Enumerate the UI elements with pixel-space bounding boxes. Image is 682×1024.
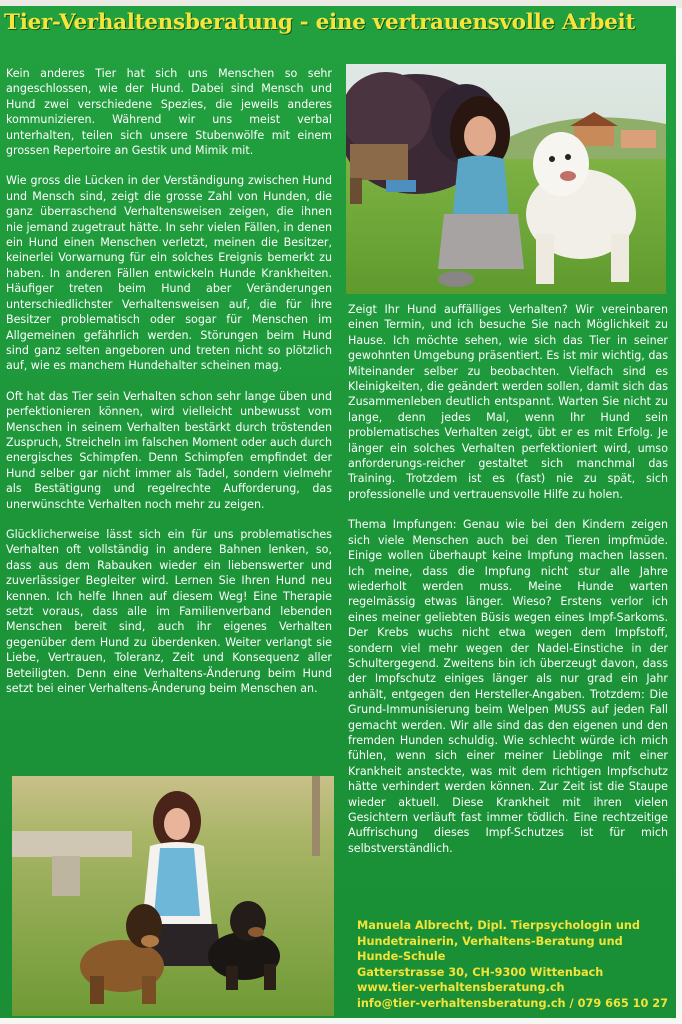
email-link[interactable]: info@tier-verhaltensberatung.ch <box>357 996 566 1010</box>
paragraph-vaccinations: Thema Impfungen: Genau wie bei den Kindern zeigen sich viele Menschen auch bei den Tieren impfmüde. Einige wollen überhaupt keine Impfung machen lassen. Ich meine, dass die Impfung nicht stur alle Jahre wiederholt werden muss. Meine Hunde warten regelmässig etwas länger. Wieso? Erstens verlor ich eines meiner geliebten Büsis wegen eines Impf-Sarkoms. Der Krebs wuchs nicht etwa wegen dem Impfstoff, sondern viel mehr wegen der Nadel-Einstiche in der Schultergegend. Zweitens bin ich überzeugt davon, dass der Impfschutz einiges länger als nur grad ein Jahr anhält, entgegen den Hersteller-Angaben. Trotzdem: Die Grund-Immunisierung beim Welpen MUSS auf jeden Fall gemacht werden. Wir alle sind das den eigenen und den fremden Hunden schuldig. Wie schlecht würde ich mich fühlen, wenn sich einer meiner Lieblinge mit einer Krankheit ansteckte, was mit dem richtigen Impfschutz hätte verhindert werden können. Zur Zeit ist die Staupe wieder aktuell. Diese Krankheit mit ihren vielen Gesichtern verläuft fast immer tödlich. Eine rechtzeitige Auffrischung dieses Impf-Schutzes ist für mich selbstverständlich. <box>348 518 668 855</box>
contact-signature <box>357 918 672 1012</box>
paragraph-reinforcement: Oft hat das Tier sein Verhalten schon sehr lange üben und perfektionieren können, wird vielleicht unbewusst vom Menschen in seinem Verhalten bestärkt durch tröstenden Zuspruch, Streicheln im falschen Moment oder auch durch energisches Schimpfen. Denn Schimpfen empfindet der Hund selber gar nicht immer als Tadel, sondern vielmehr als Bestätigung und regelrechte Aufforderung, das unerwünschte Verhalten noch mehr zu zeigen. <box>6 389 332 511</box>
right-text-column <box>348 302 668 871</box>
photo-woman-with-white-dog <box>346 64 666 294</box>
paragraph-communication-gaps: Wie gross die Lücken in der Verständigung zwischen Hund und Mensch sind, zeigt die grosse Zahl von Hunden, die ganz überraschend Verhaltensweisen zeigen, die ihnen nie jemand zugetraut hätte. In sehr vielen Fällen, in denen ein Hund einen Menschen verletzt, meinen die Besitzer, keinerlei Vorwarnung für ein solches Ereignis bemerkt zu haben. In anderen Fällen entwickeln Hunde Krankheiten. Häufiger treten beim Hund aber Veränderungen unterschiedlichster Verhaltensweisen auf, die für ihre Besitzer problematisch oder sogar für Menschen im Allgemeinen gefährlich werden. Störungen beim Hund sind ganz selten angeboren und treten nicht so plötzlich auf, wie es manchem Hundehalter scheinen mag. <box>6 174 332 373</box>
author-business-line: Hunde-Schule <box>357 950 446 964</box>
article-page <box>0 6 676 1018</box>
author-role-line: Hundetrainerin, Verhaltens-Beratung und <box>357 934 623 948</box>
website-link[interactable]: www.tier-verhaltensberatung.ch <box>357 981 565 995</box>
address-line: Gatterstrasse 30, CH-9300 Wittenbach <box>357 965 604 979</box>
paragraph-appointment: Zeigt Ihr Hund auffälliges Verhalten? Wir vereinbaren einen Termin, und ich besuche Sie nach Möglichkeit zu Hause. Ich möchte sehen, wie sich das Tier in seiner gewohnten Umgebung präsentiert. Es ist mir wichtig, das Miteinander selber zu beobachten. Vielfach sind es Kleinigkeiten, die geändert werden sollen, damit sich das Zusammenleben deutlich entspannt. Warten Sie nicht zu lange, denn jedes Mal, wenn Ihr Hund sein problematisches Verhalten zeigt, übt er es mit Erfolg. Je länger ein solches Verhalten perfektioniert wird, umso anforderungs-reicher gestaltet sich manchmal das Training. Trotzdem ist es (fast) nie zu spät, sich professionelle und vertrauensvolle Hilfe zu holen. <box>348 303 668 501</box>
paragraph-therapy: Glücklicherweise lässt sich ein für uns problematisches Verhalten oft vollständig in andere Bahnen lenken, so, dass aus dem Rabauken wieder ein liebenswerter und zuverlässiger Begleiter wird. Lernen Sie Ihren Hund neu kennen. Ich helfe Ihnen auf diesem Weg! Eine Therapie setzt voraus, dass alle im Familienverband lebenden Menschen bereit sind, auch ihr eigenes Verhalten gegenüber dem Hund zu überdenken. Weiter verlangt sie Liebe, Vertrauen, Toleranz, Zeit und Konsequenz aller Beteiligten. Denn eine Verhaltens-Änderung beim Hund setzt bei einer Verhaltens-Änderung beim Menschen an. <box>6 527 332 696</box>
left-text-column <box>6 66 332 711</box>
photo-woman-with-two-dogs <box>12 776 334 1016</box>
paragraph-intro: Kein anderes Tier hat sich uns Menschen so sehr angeschlossen, wie der Hund. Dabei sind Mensch und Hund zwei verschiedene Spezies, die jeweils anderes kommunizieren. Während wir uns meist verbal unterhalten, teilen sich unsere Stubenwölfe mit einem grossen Repertoire an Gestik und Mimik mit. <box>6 67 332 158</box>
article-title: Tier-Verhaltensberatung - eine vertrauensvolle Arbeit <box>4 10 636 35</box>
contact-separator: / <box>565 996 578 1010</box>
phone-number: 079 665 10 27 <box>577 996 668 1010</box>
contact-line <box>357 996 672 1012</box>
author-name-line: Manuela Albrecht, Dipl. Tierpsychologin und <box>357 919 640 932</box>
